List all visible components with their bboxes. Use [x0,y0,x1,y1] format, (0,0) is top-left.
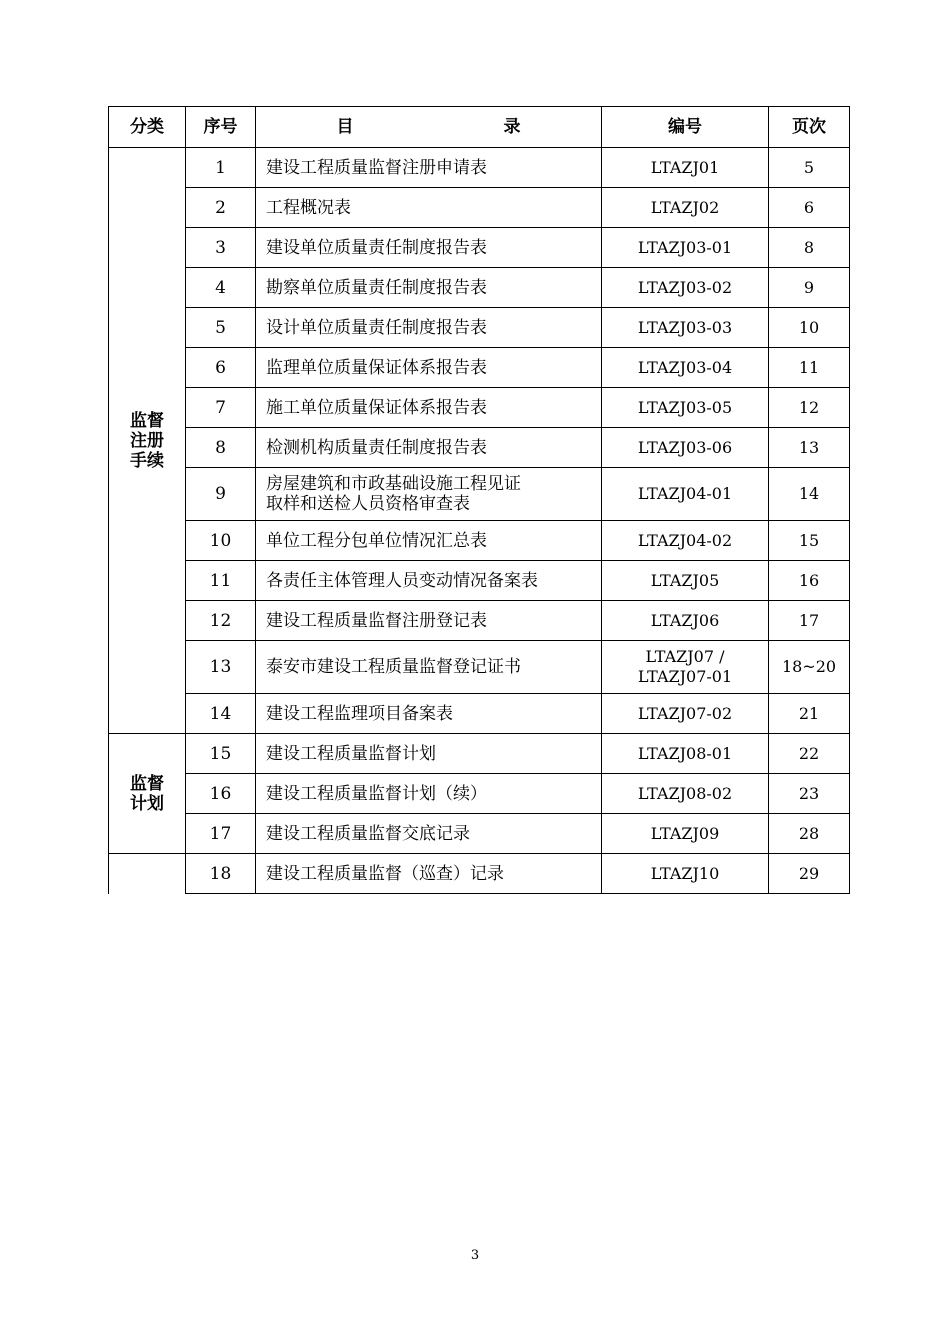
seq-cell: 9 [186,468,256,521]
seq-cell: 16 [186,774,256,814]
title-cell: 施工单位质量保证体系报告表 [256,388,602,428]
table-row [109,694,850,734]
page-number: 3 [470,1248,480,1263]
category-registration [109,148,186,734]
table-row [109,774,850,814]
table-row [109,601,850,641]
table-row [109,468,850,521]
header-title [256,107,602,148]
seq-cell: 8 [186,428,256,468]
page-cell: 21 [769,694,850,734]
page-cell: 12 [769,388,850,428]
title-cell: 单位工程分包单位情况汇总表 [256,521,602,561]
category-line: 监督 [130,410,164,431]
category-line: 监督 [130,773,164,794]
seq-cell: 17 [186,814,256,854]
code-cell: LTAZJ09 [602,814,769,854]
table-row [109,228,850,268]
table-row [109,561,850,601]
code-cell: LTAZJ03-06 [602,428,769,468]
table-row [109,348,850,388]
header-category: 分类 [109,107,186,148]
header-title-left: 目 [336,117,354,137]
code-cell: LTAZJ04-01 [602,468,769,521]
table-row [109,734,850,774]
page-cell: 28 [769,814,850,854]
page-cell: 15 [769,521,850,561]
seq-cell: 2 [186,188,256,228]
table-row [109,428,850,468]
page-cell: 6 [769,188,850,228]
table-row [109,641,850,694]
code-cell: LTAZJ02 [602,188,769,228]
title-cell: 泰安市建设工程质量监督登记证书 [256,641,602,694]
table-row [109,521,850,561]
category-empty [109,854,186,894]
table-row [109,854,850,894]
header-row [109,107,850,148]
title-line: 取样和送检人员资格审查表 [266,494,470,514]
page-cell: 22 [769,734,850,774]
header-seq: 序号 [186,107,256,148]
category-line: 计划 [130,793,164,814]
code-cell: LTAZJ03-05 [602,388,769,428]
page-cell: 14 [769,468,850,521]
title-cell: 建设工程质量监督计划 [256,734,602,774]
title-cell: 设计单位质量责任制度报告表 [256,308,602,348]
header-code: 编号 [602,107,769,148]
code-cell: LTAZJ08-01 [602,734,769,774]
table-of-contents [108,106,850,894]
seq-cell: 5 [186,308,256,348]
table-row [109,308,850,348]
category-line: 手续 [130,450,164,471]
seq-cell: 7 [186,388,256,428]
title-cell: 建设工程监理项目备案表 [256,694,602,734]
seq-cell: 13 [186,641,256,694]
page-cell: 9 [769,268,850,308]
header-title-right: 录 [503,117,521,137]
page-cell: 17 [769,601,850,641]
seq-cell: 14 [186,694,256,734]
code-cell: LTAZJ05 [602,561,769,601]
seq-cell: 12 [186,601,256,641]
title-cell: 检测机构质量责任制度报告表 [256,428,602,468]
table-row [109,268,850,308]
seq-cell: 4 [186,268,256,308]
title-cell: 建设工程质量监督计划（续） [256,774,602,814]
title-cell: 建设工程质量监督（巡查）记录 [256,854,602,894]
page-cell: 23 [769,774,850,814]
title-cell: 建设单位质量责任制度报告表 [256,228,602,268]
code-cell: LTAZJ07-02 [602,694,769,734]
code-cell: LTAZJ10 [602,854,769,894]
code-cell: LTAZJ04-02 [602,521,769,561]
title-cell: 勘察单位质量责任制度报告表 [256,268,602,308]
page-cell: 8 [769,228,850,268]
seq-cell: 11 [186,561,256,601]
title-cell: 建设工程质量监督注册登记表 [256,601,602,641]
page-cell: 10 [769,308,850,348]
seq-cell: 18 [186,854,256,894]
header-page: 页次 [769,107,850,148]
seq-cell: 3 [186,228,256,268]
category-line: 注册 [130,430,164,451]
page-cell: 29 [769,854,850,894]
page-cell: 11 [769,348,850,388]
code-cell: LTAZJ03-01 [602,228,769,268]
seq-cell: 6 [186,348,256,388]
table-row [109,188,850,228]
title-cell: 建设工程质量监督交底记录 [256,814,602,854]
table-row [109,814,850,854]
seq-cell: 10 [186,521,256,561]
code-cell [602,641,769,694]
title-cell [256,468,602,521]
code-cell: LTAZJ06 [602,601,769,641]
code-cell: LTAZJ08-02 [602,774,769,814]
title-cell: 工程概况表 [256,188,602,228]
code-cell: LTAZJ03-04 [602,348,769,388]
page-cell: 5 [769,148,850,188]
title-cell: 建设工程质量监督注册申请表 [256,148,602,188]
title-cell: 监理单位质量保证体系报告表 [256,348,602,388]
code-line: LTAZJ07 / [645,647,725,666]
category-plan [109,734,186,854]
code-line: LTAZJ07-01 [637,667,733,686]
page-cell: 18~20 [769,641,850,694]
page-cell: 13 [769,428,850,468]
code-cell: LTAZJ03-02 [602,268,769,308]
title-line: 房屋建筑和市政基础设施工程见证 [266,474,521,494]
seq-cell: 1 [186,148,256,188]
table-row [109,388,850,428]
table-row [109,148,850,188]
code-cell: LTAZJ03-03 [602,308,769,348]
title-cell: 各责任主体管理人员变动情况备案表 [256,561,602,601]
page-cell: 16 [769,561,850,601]
seq-cell: 15 [186,734,256,774]
code-cell: LTAZJ01 [602,148,769,188]
